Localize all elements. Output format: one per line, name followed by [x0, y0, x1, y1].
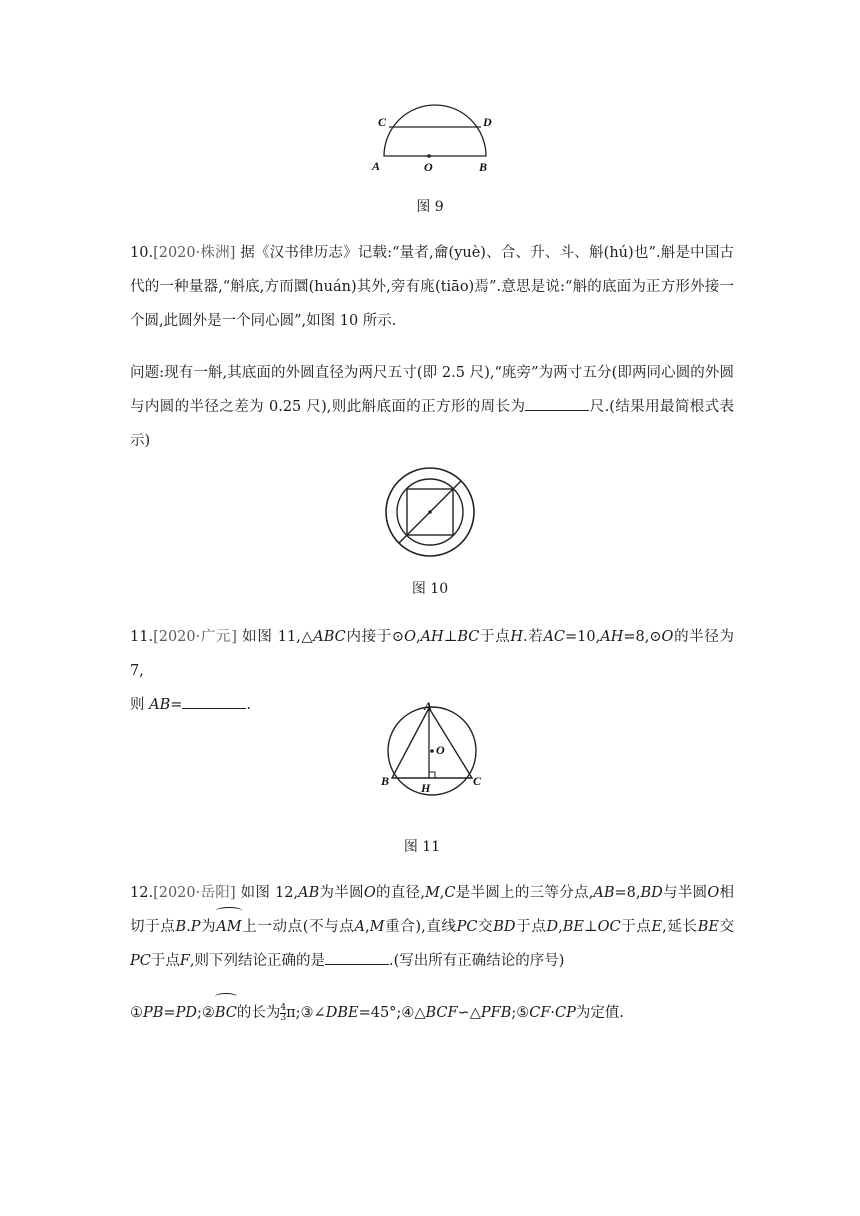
- q12-number: 12.: [130, 885, 154, 901]
- q12-var: OC: [597, 919, 621, 935]
- figure-11-diagram: [372, 700, 492, 800]
- figure-10-diagram: [382, 466, 478, 562]
- question-12: [130, 876, 734, 978]
- q11-source: [2020·广元]: [153, 629, 237, 645]
- q12-text: 为半圆: [319, 885, 364, 901]
- q12-var: PC: [456, 919, 478, 935]
- q12-opt-var: PFB: [480, 1005, 512, 1021]
- q12-opt-text: ;⑤: [511, 1005, 530, 1021]
- q12-opt-var: CF: [529, 1005, 551, 1021]
- q12-opt-text: =: [163, 1005, 176, 1021]
- fig9-label-b: B: [479, 160, 488, 174]
- q11-answer-blank[interactable]: [182, 694, 246, 709]
- q12-arc-bc: BC: [215, 996, 237, 1030]
- q12-text: 如图 12,: [240, 885, 299, 901]
- q12-var: F: [179, 953, 190, 969]
- q10-intro: 据《汉书律历志》记载:“量者,龠(yuè)、合、升、斗、斛(hú)也”.斛是中国古代的一种量器,“斛底,方而圜(huán)其外,旁有庣(tiāo)焉”.意思是说:“斛的底面为正方形外接一个圆,此圆外是一个同心圆”,如图 10 所示.: [130, 245, 735, 329]
- q12-text: 于点: [150, 953, 180, 969]
- q11-text: 如图 11,△: [242, 629, 314, 645]
- q11-var: AC: [543, 629, 566, 645]
- q11-text: ,: [415, 629, 421, 645]
- q12-text: .: [186, 919, 191, 935]
- q12-var: E: [651, 919, 663, 935]
- q12-var: B: [175, 919, 187, 935]
- q12-text: 为: [200, 919, 217, 935]
- fig11-label-h: H: [421, 781, 431, 795]
- q12-var: C: [444, 885, 456, 901]
- fig9-label-o: O: [424, 160, 433, 174]
- q11-text: 于点: [479, 629, 511, 645]
- q11-var: AH: [420, 629, 444, 645]
- q12-answer-blank[interactable]: [325, 950, 389, 965]
- fraction-denominator: 3: [280, 1012, 287, 1023]
- q12-var: M: [369, 919, 385, 935]
- q12-text: ,: [558, 919, 563, 935]
- fig11-label-b: B: [381, 774, 390, 788]
- q12-text: ,则下列结论正确的是: [189, 953, 326, 969]
- figure-9: [368, 100, 498, 180]
- q11-var: AH: [600, 629, 624, 645]
- q12-var: BE: [562, 919, 584, 935]
- figure-11: [372, 700, 492, 800]
- q12-opt-text: ;②: [196, 1005, 215, 1021]
- q12-text: 交: [477, 919, 494, 935]
- q12-text: 重合),直线: [384, 919, 457, 935]
- q12-text: 于点: [620, 919, 652, 935]
- q12-var: AB: [298, 885, 320, 901]
- q12-text: ,延长: [662, 919, 698, 935]
- q12-var: D: [546, 919, 559, 935]
- q11-text: .: [246, 697, 252, 713]
- q11-var: BC: [457, 629, 480, 645]
- q12-var: A: [354, 919, 366, 935]
- q12-source: [2020·岳阳]: [153, 885, 236, 901]
- q10-question-b: 尺.(结果用最简根式表示): [130, 399, 735, 449]
- fig9-label-c: C: [378, 115, 387, 129]
- q10-number: 10.: [130, 245, 154, 261]
- q12-text: 与半圆: [662, 885, 708, 901]
- q11-text: =8,⊙: [623, 629, 662, 645]
- q12-opt-text: ∽△: [457, 1005, 481, 1021]
- q12-var: P: [190, 919, 201, 935]
- q11-text: =: [170, 697, 183, 713]
- fraction-numerator: 4: [280, 1002, 287, 1013]
- q12-arc-am: AM: [216, 910, 241, 944]
- q12-text: 上一动点(不与点: [241, 919, 355, 935]
- figure-10-caption: 图 10: [411, 581, 449, 597]
- q12-text: 的直径,: [375, 885, 425, 901]
- q11-var: ABC: [313, 629, 346, 645]
- q11-var: AB: [149, 697, 171, 713]
- q12-opt-var: DBE: [325, 1005, 359, 1021]
- fig11-label-c: C: [473, 774, 482, 788]
- q11-var: O: [661, 629, 674, 645]
- q12-opt-text: 的长为: [236, 1005, 281, 1021]
- q11-text: .若: [523, 629, 544, 645]
- fig9-label-d: D: [483, 115, 492, 129]
- q10-source: [2020·株洲]: [153, 245, 236, 261]
- q12-text: ,: [439, 885, 445, 901]
- q12-text: 于点: [515, 919, 547, 935]
- q12-text: .(写出所有正确结论的序号): [389, 953, 565, 969]
- q11-number: 11.: [130, 629, 154, 645]
- figure-10: [382, 466, 478, 562]
- q12-text: ,: [365, 919, 370, 935]
- q12-opt-text: π;③∠: [286, 1005, 326, 1021]
- question-10: [130, 236, 734, 338]
- q12-opt-var: CP: [555, 1005, 576, 1021]
- q12-var: O: [707, 885, 720, 901]
- q12-opt-text: 为定值.: [575, 1005, 624, 1021]
- q12-text: 相切于点: [130, 885, 735, 935]
- q12-var: O: [363, 885, 376, 901]
- q12-opt-text: =45°;④△: [358, 1005, 426, 1021]
- fig9-label-a: A: [372, 159, 381, 173]
- figure-9-diagram: [368, 100, 498, 180]
- q12-opt-var: PD: [175, 1005, 197, 1021]
- q12-var: BE: [697, 919, 719, 935]
- q11-text: ⊥: [443, 629, 458, 645]
- q10-question-a: 问题:现有一斛,其底面的外圆直径为两尺五寸(即 2.5 尺),“庣旁”为两寸五分(即两同心圆的外圆与内圆的半径之差为 0.25 尺),则此斛底面的正方形的周长为: [130, 365, 734, 415]
- q12-opt-text: ①: [130, 1005, 143, 1021]
- question-12-options: [130, 996, 734, 1030]
- figure-9-caption: 图 9: [416, 199, 444, 215]
- q11-text: 则: [130, 697, 145, 713]
- q11-var: H: [510, 629, 524, 645]
- question-10-problem: [130, 356, 734, 458]
- q10-answer-blank[interactable]: [525, 396, 589, 411]
- q11-text: =10,: [565, 629, 601, 645]
- q12-var: PC: [130, 953, 151, 969]
- q12-opt-var: BCF: [425, 1005, 458, 1021]
- q12-text: 是半圆上的三等分点,: [455, 885, 594, 901]
- q12-text: 交: [718, 919, 735, 935]
- fig11-label-o: O: [436, 743, 445, 757]
- q12-var: AB: [593, 885, 615, 901]
- q12-opt-text: ·: [550, 1005, 556, 1021]
- q12-var: BD: [493, 919, 516, 935]
- q12-text: =8,: [614, 885, 641, 901]
- q11-text: 内接于⊙: [345, 629, 405, 645]
- q12-var: M: [424, 885, 440, 901]
- q11-var: O: [404, 629, 416, 645]
- q12-var: BD: [640, 885, 663, 901]
- q11-text: 的半径为 7,: [130, 629, 735, 679]
- fig11-label-a: A: [424, 700, 433, 713]
- q12-text: ⊥: [583, 919, 598, 935]
- q12-opt-var: PB: [143, 1005, 164, 1021]
- figure-11-caption: 图 11: [403, 839, 441, 855]
